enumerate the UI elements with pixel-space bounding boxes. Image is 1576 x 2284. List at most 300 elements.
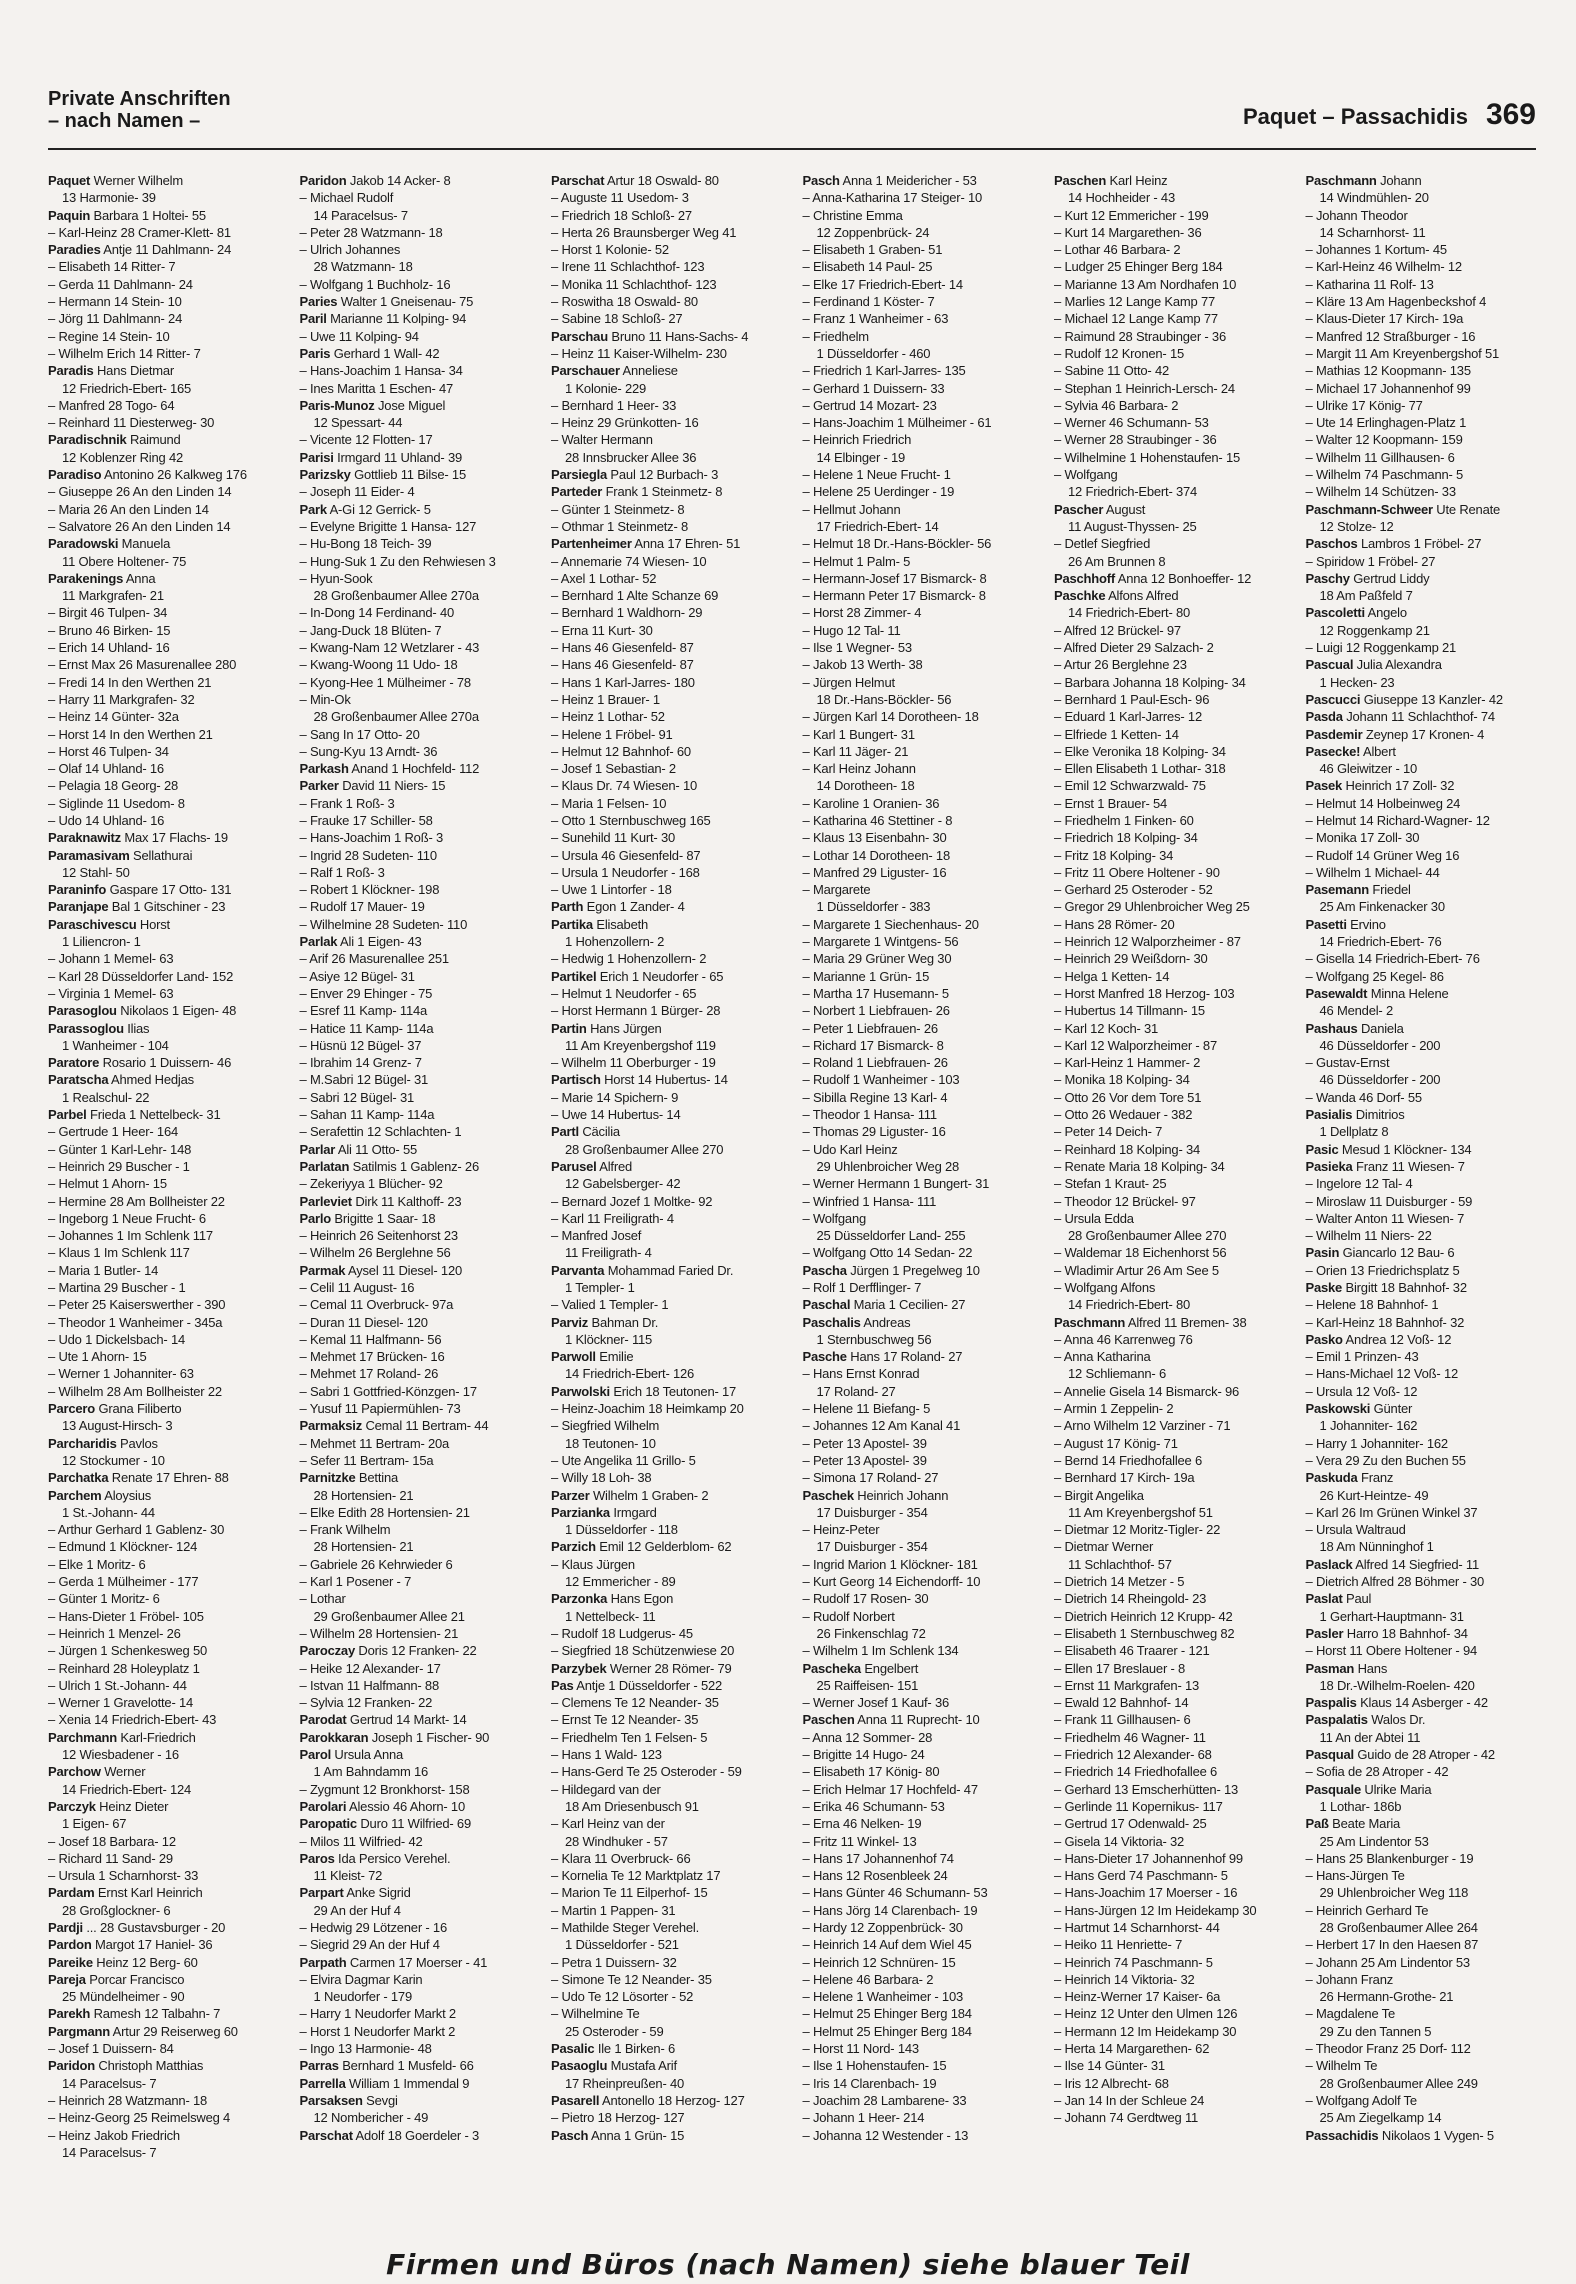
directory-entry: – Ewald 12 Bahnhof- 14 [1054,1695,1189,1711]
directory-entry: – Horst Manfred 18 Herzog- 103 [1054,985,1235,1001]
directory-entry: – Udo 14 Uhland- 16 [48,812,165,828]
directory-entry: – Wilhelm 74 Paschmann- 5 [1305,467,1464,483]
directory-entry: – Wilhelm Te [1305,2058,1378,2074]
directory-entry: Pas Antje 1 Düsseldorfer - 522 [551,1677,723,1693]
directory-entry: – Michael Rudolf [299,190,394,206]
directory-entry: – Wilhelm 1 Michael- 44 [1305,864,1440,880]
directory-entry: – Hans-Joachim 1 Roß- 3 [299,830,444,846]
directory-entry: – Erna 46 Nelken- 19 [802,1816,922,1832]
directory-entry: – Friedhelm [802,328,869,344]
directory-entry: – Dietrich Heinrich 12 Krupp- 42 [1054,1608,1233,1624]
directory-entry: 11 August-Thyssen- 25 [1068,518,1197,534]
directory-entry: – Siegrid 29 An der Huf 4 [299,1937,440,1953]
directory-entry: – Helmut 25 Ehinger Berg 184 [802,2023,972,2039]
directory-entry: 12 Emmericher - 89 [565,1574,676,1590]
directory-entry: Paquet Werner Wilhelm [48,173,183,188]
directory-entry: – Gertrud 14 Mozart- 23 [802,397,937,413]
page-header [48,88,1536,150]
directory-entry: – Heinrich 29 Weißdorn- 30 [1054,951,1208,967]
directory-entry: Pasieka Franz 11 Wiesen- 7 [1305,1158,1465,1174]
directory-entry: – Karoline 1 Oranien- 36 [802,795,940,811]
directory-entry: – Hans-Dieter 17 Johannenhof 99 [1054,1850,1243,1866]
directory-entry: – Wolfgang [802,1210,867,1226]
directory-entry: – Elke Edith 28 Hortensien- 21 [299,1504,470,1520]
directory-entry: Pasek Heinrich 17 Zoll- 32 [1305,778,1455,794]
directory-entry: Pascheka Engelbert [802,1660,919,1676]
directory-entry: 14 Dorotheen- 18 [816,778,915,794]
directory-entry: 28 Großenbaumer Allee 264 [1319,1919,1478,1935]
directory-entry: Parokkaran Joseph 1 Fischer- 90 [299,1729,490,1745]
directory-entry: – Friedhelm 1 Finken- 60 [1054,812,1194,828]
directory-entry: – Sibilla Regine 13 Karl- 4 [802,1089,948,1105]
directory-column [48,172,286,2161]
directory-entry: – Vicente 12 Flotten- 17 [299,432,433,448]
directory-entry: Paraninfo Gaspare 17 Otto- 131 [48,882,232,898]
directory-entry: – Johann 1 Heer- 214 [802,2110,925,2126]
directory-entry: Parschau Bruno 11 Hans-Sachs- 4 [551,328,749,344]
directory-entry: – Rudolf Norbert [802,1608,895,1624]
directory-entry: Paspalatis Walos Dr. [1305,1712,1426,1728]
directory-entry: Parwolski Erich 18 Teutonen- 17 [551,1383,737,1399]
directory-entry: – Hans-Jürgen Te [1305,1868,1405,1884]
directory-entry: – Walter Anton 11 Wiesen- 7 [1305,1210,1465,1226]
directory-entry: 26 Am Brunnen 8 [1068,553,1166,569]
directory-entry: Paris Gerhard 1 Wall- 42 [299,345,440,361]
directory-entry: – Hatice 11 Kamp- 114a [299,1020,434,1036]
directory-entry: – Wilhelm 11 Oberburger - 19 [551,1055,716,1071]
directory-entry: – Wilhelm 11 Niers- 22 [1305,1228,1432,1244]
directory-columns [48,172,1543,2160]
directory-entry: Parnitzke Bettina [299,1470,399,1486]
directory-entry: – Marianne 1 Grün- 15 [802,968,930,984]
directory-entry: 46 Düsseldorfer - 200 [1319,1037,1441,1053]
directory-entry: – Waldemar 18 Eichenhorst 56 [1054,1245,1227,1261]
directory-entry: Parlo Brigitte 1 Saar- 18 [299,1210,436,1226]
directory-entry: – Josef 1 Duissern- 84 [48,2041,174,2057]
directory-entry: Parczyk Heinz Dieter [48,1798,169,1814]
directory-entry: – Karl 26 Im Grünen Winkel 37 [1305,1504,1478,1520]
directory-entry: – Othmar 1 Steinmetz- 8 [551,518,689,534]
directory-entry: – Gregor 29 Uhlenbroicher Weg 25 [1054,899,1250,915]
directory-entry: – Anna Katharina [1054,1349,1151,1365]
directory-entry: – Zekeriyya 1 Blücher- 92 [299,1176,443,1192]
directory-entry: – Giuseppe 26 An den Linden 14 [48,484,232,500]
directory-entry: – Erna 11 Kurt- 30 [551,622,653,638]
directory-entry: – Magdalene Te [1305,2006,1395,2022]
directory-entry: – Christine Emma [802,207,903,223]
directory-entry: 14 Windmühlen- 20 [1319,190,1429,206]
directory-entry: – Karl-Heinz 1 Hammer- 2 [1054,1055,1201,1071]
directory-entry: – Helga 1 Ketten- 14 [1054,968,1170,984]
directory-entry: – Sabri 12 Bügel- 31 [299,1089,415,1105]
directory-entry: – Margarete 1 Siechenhaus- 20 [802,916,979,932]
directory-entry: Pasetti Ervino [1305,916,1386,932]
directory-entry: – Asiye 12 Bügel- 31 [299,968,415,984]
directory-entry: – Reinhard 28 Holeyplatz 1 [48,1660,200,1676]
directory-entry: – Helmut 14 Richard-Wagner- 12 [1305,812,1490,828]
running-head: Paquet – Passachidis [1242,104,1468,129]
directory-entry: – Ellen 17 Breslauer - 8 [1054,1660,1186,1676]
directory-entry: 18 Dr.-Hans-Böckler- 56 [816,691,952,707]
directory-entry: – Udo 1 Dickelsbach- 14 [48,1331,186,1347]
directory-entry: – Hans 46 Giesenfeld- 87 [551,657,694,673]
directory-entry: – Karl-Heinz 46 Wilhelm- 12 [1305,259,1462,275]
directory-entry: – Gerhard 1 Duissern- 33 [802,380,945,396]
directory-entry: – Erich 14 Uhland- 16 [48,640,170,656]
directory-entry: 28 Großenbaumer Allee 249 [1319,2075,1478,2091]
directory-entry: – Peter 14 Deich- 7 [1054,1124,1163,1140]
directory-entry: – Willy 18 Loh- 38 [551,1470,652,1486]
directory-entry: – Sabri 1 Gottfried-Könzgen- 17 [299,1383,477,1399]
directory-entry: – Dietmar 12 Moritz-Tigler- 22 [1054,1522,1221,1538]
directory-entry: Parpart Anke Sigrid [299,1885,411,1901]
directory-entry: 25 Am Lindentor 53 [1319,1833,1429,1849]
directory-entry: – Simona 17 Roland- 27 [802,1470,939,1486]
directory-entry: 28 Großenbaumer Allee 270a [313,709,479,725]
header-rule [48,148,1536,150]
directory-entry: – Rudolf 18 Ludgerus- 45 [551,1625,693,1641]
directory-entry: – Hartmut 14 Scharnhorst- 44 [1054,1919,1220,1935]
directory-entry: – Gisela 14 Viktoria- 32 [1054,1833,1185,1849]
directory-entry: – Günter 1 Steinmetz- 8 [551,501,685,517]
directory-entry: Parisi Irmgard 11 Uhland- 39 [299,449,463,465]
directory-entry: 14 Friedrich-Ebert- 124 [62,1781,192,1797]
directory-entry: – Karl 1 Bungert- 31 [802,726,915,742]
directory-entry: 12 Stockumer - 10 [62,1452,165,1468]
directory-entry: – Marlies 12 Lange Kamp 77 [1054,294,1216,310]
directory-entry: – Karl 28 Düsseldorfer Land- 152 [48,968,234,984]
directory-entry: Paschos Lambros 1 Fröbel- 27 [1305,536,1482,552]
directory-entry: – Peter 25 Kaiserswerther - 390 [48,1297,226,1313]
directory-entry: Parrella William 1 Immendal 9 [299,2075,470,2091]
directory-entry: – Hardy 12 Zoppenbrück- 30 [802,1919,963,1935]
directory-entry: – Elke 17 Friedrich-Ebert- 14 [802,276,963,292]
directory-entry: – Gertrude 1 Heer- 164 [48,1124,179,1140]
directory-entry: 11 Am Kreyenbergshof 51 [1068,1504,1213,1520]
directory-entry: Parviz Bahman Dr. [551,1314,659,1330]
directory-entry: – Heinrich 12 Schnüren- 15 [802,1954,956,1970]
directory-entry: – Frank 1 Roß- 3 [299,795,395,811]
directory-entry: 28 Watzmann- 18 [313,259,413,275]
directory-entry: – Klara 11 Overbruck- 66 [551,1850,691,1866]
directory-entry: 17 Friedrich-Ebert- 14 [816,518,939,534]
directory-entry: Pareike Heinz 12 Berg- 60 [48,1954,198,1970]
directory-entry: – Johannes 1 Kortum- 45 [1305,242,1447,258]
directory-entry: – Miroslaw 11 Duisburger - 59 [1305,1193,1473,1209]
directory-entry: – Ulrike 17 König- 77 [1305,397,1423,413]
directory-entry: – Heinz-Werner 17 Kaiser- 6a [1054,1989,1221,2005]
directory-entry: – Werner 1 Johanniter- 63 [48,1366,194,1382]
directory-entry: – Ursula 1 Scharnhorst- 33 [48,1868,199,1884]
directory-entry: 1 Hecken- 23 [1319,674,1395,690]
directory-entry: Pasin Giancarlo 12 Bau- 6 [1305,1245,1455,1261]
directory-entry: 28 Großglockner- 6 [62,1902,171,1918]
directory-entry: 11 Freiligrath- 4 [565,1245,652,1261]
directory-entry: 46 Düsseldorfer - 200 [1319,1072,1441,1088]
directory-entry: – Katharina 46 Stettiner - 8 [802,812,953,828]
directory-entry: – Roswitha 18 Oswald- 80 [551,294,698,310]
directory-entry: 1 Düsseldorfer - 521 [565,1937,679,1953]
directory-entry: – Hu-Bong 18 Teich- 39 [299,536,432,552]
directory-entry: – Zygmunt 12 Bronkhorst- 158 [299,1781,470,1797]
directory-entry: – Karl Heinz Johann [802,761,916,777]
directory-entry: – Elisabeth 17 König- 80 [802,1764,940,1780]
directory-entry: – Elisabeth 1 Sternbuschweg 82 [1054,1625,1235,1641]
directory-entry: – Johann 1 Memel- 63 [48,951,174,967]
directory-entry: – Esref 11 Kamp- 114a [299,1003,428,1019]
directory-entry: Paskuda Franz [1305,1470,1394,1486]
directory-entry: Parwoll Emilie [551,1349,634,1365]
directory-entry: Pasic Mesud 1 Klöckner- 134 [1305,1141,1472,1157]
directory-entry: 1 Düsseldorfer - 460 [816,345,931,361]
directory-entry: Paß Beate Maria [1305,1816,1401,1832]
directory-entry: 1 Eigen- 67 [62,1816,127,1832]
directory-entry: 1 St.-Johann- 44 [62,1504,155,1520]
directory-entry: – Friedrich 1 Karl-Jarres- 135 [802,363,966,379]
directory-entry: – Bernhard 1 Heer- 33 [551,397,677,413]
directory-entry: Parzich Emil 12 Gelderblom- 62 [551,1539,732,1555]
directory-entry: 26 Hermann-Grothe- 21 [1319,1989,1454,2005]
directory-entry: – Orien 13 Friedrichsplatz 5 [1305,1262,1460,1278]
directory-entry: – Stephan 1 Heinrich-Lersch- 24 [1054,380,1235,396]
directory-entry: – Elisabeth 14 Ritter- 7 [48,259,176,275]
directory-entry: – Bernhard 17 Kirch- 19a [1054,1470,1195,1486]
directory-entry: – Heinrich 14 Auf dem Wiel 45 [802,1937,972,1953]
directory-entry: – Hans 25 Blankenburger - 19 [1305,1850,1474,1866]
directory-entry: – Monika 17 Zoll- 30 [1305,830,1420,846]
directory-entry: 29 Zu den Tannen 5 [1319,2023,1432,2039]
directory-entry: Partika Elisabeth [551,916,649,932]
directory-entry: – Serafettin 12 Schlachten- 1 [299,1124,462,1140]
directory-entry: – Wolfgang Alfons [1054,1280,1156,1295]
directory-entry: 28 Großenbaumer Allee 270a [313,588,479,604]
directory-entry: – Ute Angelika 11 Grillo- 5 [551,1452,696,1468]
directory-entry: – Harry 11 Markgrafen- 32 [48,691,195,707]
directory-entry: – Lothar 46 Barbara- 2 [1054,242,1181,258]
directory-entry: – Bernhard 1 Paul-Esch- 96 [1054,691,1210,707]
directory-entry: – Elisabeth 1 Graben- 51 [802,242,943,258]
directory-entry: Parschauer Anneliese [551,363,678,379]
directory-entry: – Horst Hermann 1 Bürger- 28 [551,1003,721,1019]
directory-entry: – Hedwig 29 Lötzener - 16 [299,1919,447,1935]
directory-entry: – Emil 1 Prinzen- 43 [1305,1349,1419,1365]
directory-entry: – Hellmut Johann [802,501,901,517]
directory-entry: – Heinz-Georg 25 Reimelsweg 4 [48,2110,231,2126]
directory-entry: Parassoglou Ilias [48,1020,150,1036]
directory-entry: 12 Nombericher - 49 [313,2110,429,2126]
directory-entry: Parakenings Anna [48,570,156,586]
directory-entry: – M.Sabri 12 Bügel- 31 [299,1072,429,1088]
directory-entry: Parusel Alfred [551,1158,633,1174]
directory-entry: – Heinz 29 Grünkotten- 16 [551,415,699,431]
directory-entry: – Heinz-Peter [802,1522,880,1538]
directory-entry: 1 Sternbuschweg 56 [816,1331,932,1347]
directory-entry: – Hildegard van der [551,1781,661,1797]
directory-entry: – Helene 46 Barbara- 2 [802,1971,934,1987]
directory-entry: – Hans 28 Römer- 20 [1054,916,1175,932]
directory-entry: – Johann Theodor [1305,207,1408,223]
directory-entry: – Kwang-Woong 11 Udo- 18 [299,657,458,673]
directory-entry: – Heinrich 14 Viktoria- 32 [1054,1971,1195,1987]
directory-entry: 1 Templer- 1 [565,1280,635,1295]
directory-entry: – Hans Jörg 14 Clarenbach- 19 [802,1902,978,1918]
directory-entry: – Johann 74 Gerdtweg 11 [1054,2110,1199,2126]
directory-entry: 1 Lothar- 186b [1319,1798,1402,1814]
directory-entry: – Ingo 13 Harmonie- 48 [299,2041,432,2057]
directory-entry: Pascucci Giuseppe 13 Kanzler- 42 [1305,691,1503,707]
directory-entry: – Ferdinand 1 Köster- 7 [802,294,935,310]
directory-entry: – Johann 25 Am Lindentor 53 [1305,1954,1470,1970]
directory-entry: – Sylvia 12 Franken- 22 [299,1695,433,1711]
directory-entry: – Horst 1 Neudorfer Markt 2 [299,2023,456,2039]
directory-entry: – Valied 1 Templer- 1 [551,1297,669,1313]
directory-entry: – Jakob 13 Werth- 38 [802,657,923,673]
directory-entry: – Helmut 1 Neudorfer - 65 [551,985,697,1001]
directory-entry: – Werner 1 Gravelotte- 14 [48,1695,194,1711]
directory-entry: – Rolf 1 Derfflinger- 7 [802,1280,922,1295]
directory-entry: 1 Neudorfer - 179 [313,1989,412,2005]
directory-entry: 25 Mündelheimer - 90 [62,1989,185,2005]
directory-entry: – Monika 18 Kolping- 34 [1054,1072,1190,1088]
directory-entry: – Heinz Jakob Friedrich [48,2127,180,2143]
directory-entry: – Regine 14 Stein- 10 [48,328,170,344]
directory-entry: – Sang In 17 Otto- 20 [299,726,420,742]
directory-entry: – Hermann-Josef 17 Bismarck- 8 [802,570,987,586]
directory-entry: – Wilhelm 26 Berglehne 56 [299,1245,451,1261]
directory-entry: – Joachim 28 Lambarene- 33 [802,2092,967,2108]
directory-entry: – Margarete 1 Wintgens- 56 [802,934,959,950]
directory-entry: – Heinz-Joachim 18 Heimkamp 20 [551,1401,744,1417]
directory-entry: – Mehmet 17 Roland- 26 [299,1366,439,1382]
directory-entry: 12 Stolze- 12 [1319,518,1394,534]
directory-entry: – Friedrich 18 Kolping- 34 [1054,830,1198,846]
directory-entry: Pascha Jürgen 1 Pregelweg 10 [802,1262,980,1278]
directory-entry: – Eduard 1 Karl-Jarres- 12 [1054,709,1202,725]
directory-entry: – Ulrich Johannes [299,242,401,258]
directory-entry: – Simone Te 12 Neander- 35 [551,1971,712,1987]
directory-entry: – Duran 11 Diesel- 120 [299,1314,428,1330]
directory-entry: – Gertrud 17 Odenwald- 25 [1054,1816,1207,1832]
directory-entry: – Jürgen 1 Schenkesweg 50 [48,1643,208,1659]
directory-entry: – Fritz 18 Kolping- 34 [1054,847,1174,863]
directory-entry: – Ilse 14 Günter- 31 [1054,2058,1165,2074]
directory-entry: – Udo Karl Heinz [802,1141,898,1157]
directory-entry: – Manfred Josef [551,1228,642,1244]
directory-entry: – Klaus-Dieter 17 Kirch- 19a [1305,311,1464,327]
directory-entry: Parolari Alessio 46 Ahorn- 10 [299,1798,465,1814]
directory-entry: – Karl 11 Freiligrath- 4 [551,1210,674,1226]
directory-entry: – Helmut 25 Ehinger Berg 184 [802,2006,972,2022]
directory-entry: – Ingrid Marion 1 Klöckner- 181 [802,1556,978,1572]
directory-entry: Parteder Frank 1 Steinmetz- 8 [551,484,723,500]
directory-entry: Paranjape Bal 1 Gitschiner - 23 [48,899,226,915]
directory-entry: – Maria 1 Butler- 14 [48,1262,159,1278]
directory-entry: – Ursula Edda [1054,1210,1134,1226]
directory-entry: – Heinz 1 Brauer- 1 [551,691,660,707]
directory-entry: Paradies Antje 11 Dahlmann- 24 [48,242,232,258]
directory-entry: – Helene 1 Neue Frucht- 1 [802,467,951,483]
directory-entry: Parchatka Renate 17 Ehren- 88 [48,1470,229,1486]
directory-entry: – Ursula 1 Neudorfer - 168 [551,864,700,880]
directory-entry: – Ibrahim 14 Grenz- 7 [299,1055,422,1071]
directory-entry: – Helmut 18 Dr.-Hans-Böckler- 56 [802,536,992,552]
directory-entry: – Franz 1 Wanheimer - 63 [802,311,949,327]
directory-entry: Parbel Frieda 1 Nettelbeck- 31 [48,1107,221,1123]
directory-entry: – Gabriele 26 Kehrwieder 6 [299,1556,453,1572]
directory-entry: Pasquale Ulrike Maria [1305,1781,1432,1797]
directory-entry: – Hans 17 Johannenhof 74 [802,1850,954,1866]
directory-entry: Pasalic Ile 1 Birken- 6 [551,2041,676,2057]
directory-entry: Paslat Paul [1305,1591,1372,1607]
directory-entry: 14 Paracelsus- 7 [313,207,408,223]
directory-entry: 26 Finkenschlag 72 [816,1625,926,1641]
directory-entry: Parchow Werner [48,1764,146,1780]
directory-entry: – Marie 14 Spichern- 9 [551,1089,679,1105]
directory-entry: – Manfred 28 Togo- 64 [48,397,175,413]
directory-entry: 14 Friedrich-Ebert- 76 [1319,934,1442,950]
directory-entry: – Wilhelmine Te [551,2006,640,2022]
directory-entry: – Ernst 1 Brauer- 54 [1054,795,1168,811]
directory-entry: Parschat Adolf 18 Goerdeler - 3 [299,2127,480,2143]
directory-entry: 18 Am Driesenbusch 91 [565,1798,699,1814]
directory-entry: – Ingeborg 1 Neue Frucht- 6 [48,1210,206,1226]
directory-entry: – Josef 18 Barbara- 12 [48,1833,176,1849]
directory-entry: – Norbert 1 Liebfrauen- 26 [802,1003,950,1019]
directory-entry: – Erich Helmar 17 Hochfeld- 47 [802,1781,978,1797]
directory-entry: – Udo Te 12 Lösorter - 52 [551,1989,694,2005]
directory-entry: Paraknawitz Max 17 Flachs- 19 [48,830,228,846]
directory-entry: – Maria 1 Felsen- 10 [551,795,667,811]
directory-entry: 28 Hortensien- 21 [313,1539,414,1555]
directory-entry: – Uwe 14 Hubertus- 14 [551,1107,681,1123]
directory-entry: – Jang-Duck 18 Blüten- 7 [299,622,442,638]
directory-entry: 11 Am Kreyenbergshof 119 [565,1037,716,1053]
directory-entry: – Martina 29 Buscher - 1 [48,1280,186,1295]
directory-entry: – Mehmet 17 Brücken- 16 [299,1349,445,1365]
directory-entry: – Ralf 1 Roß- 3 [299,864,385,880]
directory-entry: 28 Hortensien- 21 [313,1487,414,1503]
directory-entry: – Helmut 14 Holbeinweg 24 [1305,795,1461,811]
directory-entry: – Hans 1 Wald- 123 [551,1747,662,1763]
directory-entry: – Herbert 17 In den Haesen 87 [1305,1937,1479,1953]
directory-entry: – Michael 17 Johannenhof 99 [1305,380,1471,396]
directory-entry: – Enver 29 Ehinger - 75 [299,985,433,1001]
directory-entry: – Karl-Heinz 18 Bahnhof- 32 [1305,1314,1465,1330]
directory-entry: – Gustav-Ernst [1305,1055,1390,1071]
directory-entry: – Karl-Heinz 28 Cramer-Klett- 81 [48,224,231,240]
directory-entry: Parkash Anand 1 Hochfeld- 112 [299,761,480,777]
directory-entry: – Anna 12 Sommer- 28 [802,1729,933,1745]
directory-entry: Paskowski Günter [1305,1401,1413,1417]
directory-entry: – Rudolf 17 Mauer- 19 [299,899,425,915]
directory-entry: – Xenia 14 Friedrich-Ebert- 43 [48,1712,217,1728]
directory-entry: Paradis Hans Dietmar [48,363,175,379]
directory-entry: – Hans-Michael 12 Voß- 12 [1305,1366,1459,1382]
directory-entry: – Klaus 1 Im Schlenk 117 [48,1245,190,1261]
directory-entry: – Günter 1 Karl-Lehr- 148 [48,1141,192,1157]
directory-entry: – Heike 12 Alexander- 17 [299,1660,441,1676]
directory-entry: Parker David 11 Niers- 15 [299,778,446,794]
directory-entry: – Iris 12 Albrecht- 68 [1054,2075,1169,2091]
directory-entry: – Wolfgang 25 Kegel- 86 [1305,968,1444,984]
directory-entry: – Hans-Joachim 1 Hansa- 34 [299,363,463,379]
directory-entry: Parasoglou Nikolaos 1 Eigen- 48 [48,1003,237,1019]
directory-entry: – Karl 1 Posener - 7 [299,1574,412,1590]
directory-entry: – Werner 28 Straubinger - 36 [1054,432,1217,448]
directory-entry: Parchem Aloysius [48,1487,152,1503]
directory-entry: Pargmann Artur 29 Reiserweg 60 [48,2023,238,2039]
directory-entry: – Wladimir Artur 26 Am See 5 [1054,1262,1219,1278]
